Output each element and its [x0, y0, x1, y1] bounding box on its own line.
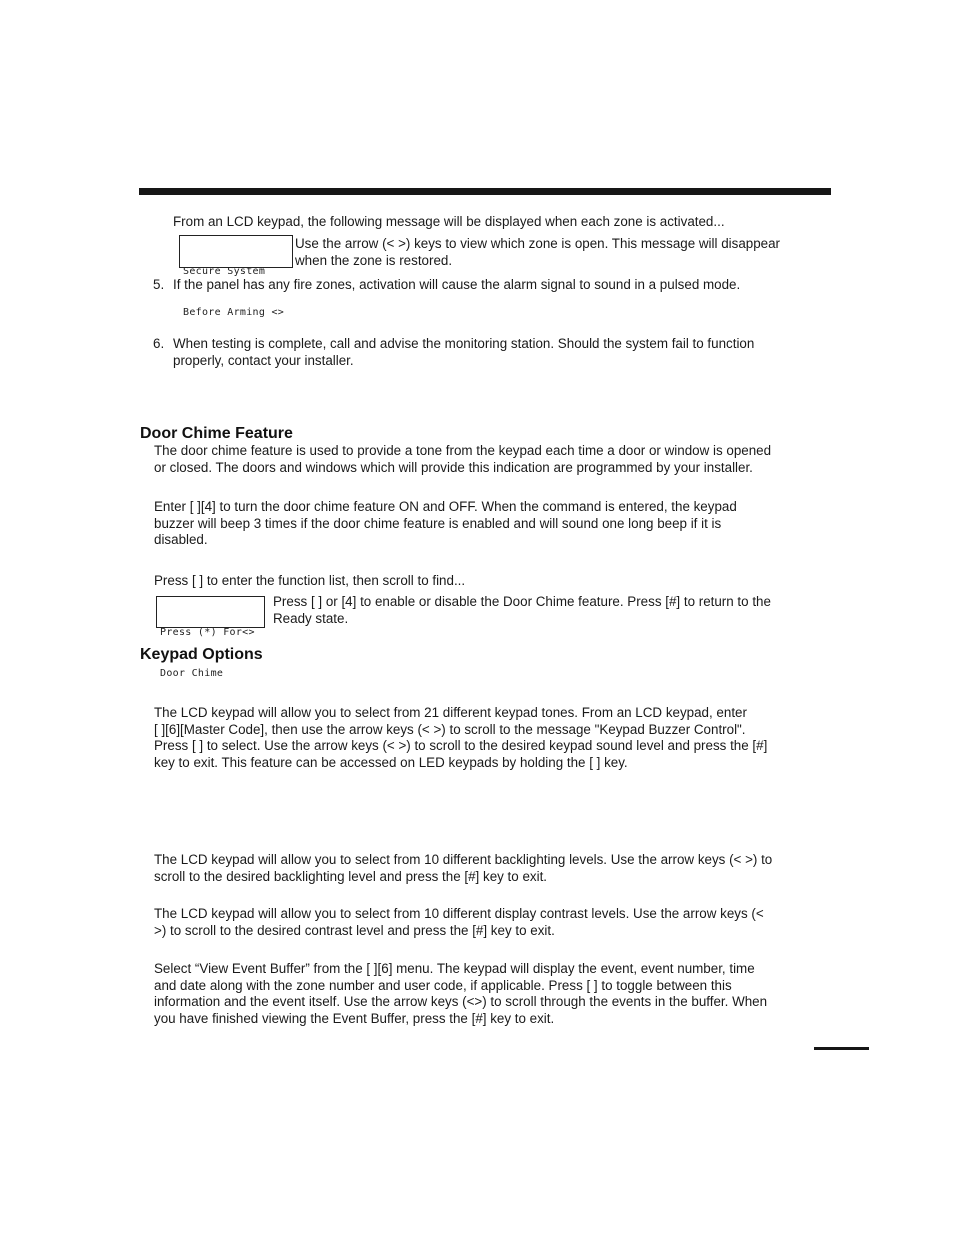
paragraph-line: buzzer will beep 3 times if the door chime feature is enabled and will sound one long beep if it is — [154, 515, 722, 531]
paragraph-line: and date along with the zone number and user code, if applicable. Press [ ] to toggle between this — [154, 977, 732, 993]
paragraph-line: The door chime feature is used to provide a tone from the keypad each time a door or window is opened — [154, 443, 772, 458]
paragraph-line: Enter [ ][4] to turn the door chime feature ON and OFF. When the command is entered, the keypad — [154, 499, 737, 514]
paragraph-line: or closed. The doors and windows which will provide this indication are programmed by your installer. — [154, 459, 753, 475]
event-buffer-paragraph — [154, 961, 767, 1027]
step-6-text — [173, 336, 754, 369]
contrast-paragraph — [154, 906, 764, 939]
lcd-line-1: Secure System — [183, 266, 266, 277]
keypad-options-heading: Keypad Options — [140, 646, 263, 663]
paragraph-line: key to exit. This feature can be accessed on LED keypads by holding the [ ] key. — [154, 754, 628, 770]
step-6-line: When testing is complete, call and advise the monitoring station. Should the system fail to function — [173, 336, 755, 351]
paragraph-line: The LCD keypad will allow you to select from 21 different keypad tones. From an LCD keypad, enter — [154, 705, 747, 720]
paragraph-line: scroll to the desired backlighting level and press the [#] key to exit. — [154, 868, 548, 884]
step-6-number: 6. — [153, 336, 165, 351]
lcd-line-2: Before Arming <> — [183, 306, 285, 318]
description-line: Ready state. — [273, 610, 349, 626]
door-chime-heading: Door Chime Feature — [140, 425, 293, 442]
lcd-display-secure-system — [179, 235, 293, 318]
lcd-line-2: Door Chime — [160, 667, 224, 679]
description-line: when the zone is restored. — [295, 252, 453, 268]
description-line: Press [ ] or [4] to enable or disable the Door Chime feature. Press [#] to return to the — [273, 594, 771, 609]
lcd-secure-description — [295, 236, 780, 269]
paragraph-line: Press [ ] to select. Use the arrow keys (< >) to scroll to the desired keypad sound level and press the [#] — [154, 738, 768, 753]
paragraph-line: The LCD keypad will allow you to select from 10 different display contrast levels. Use the arrow keys (< — [154, 906, 764, 921]
step-6-line: properly, contact your installer. — [173, 352, 354, 368]
paragraph-line: you have finished viewing the Event Buffer, press the [#] key to exit. — [154, 1010, 555, 1026]
description-line: Use the arrow (< >) keys to view which zone is open. This message will disappear — [295, 236, 781, 251]
paragraph-line: >) to scroll to the desired contrast level and press the [#] key to exit. — [154, 922, 555, 938]
paragraph-line: information and the event itself. Use the arrow keys (<>) to scroll through the events in the buffer. When — [154, 994, 768, 1009]
paragraph-line: disabled. — [154, 532, 208, 547]
door-chime-paragraph-1 — [154, 443, 771, 476]
paragraph-line: Select “View Event Buffer” from the [ ][6] menu. The keypad will display the event, event number, time — [154, 961, 755, 976]
bottom-rule — [814, 1047, 869, 1050]
door-chime-paragraph-3: Press [ ] to enter the function list, then scroll to find... — [154, 573, 466, 588]
intro-text: From an LCD keypad, the following message will be displayed when each zone is activated... — [173, 214, 725, 229]
door-chime-lcd-description — [273, 594, 771, 627]
keypad-tones-paragraph — [154, 705, 767, 771]
top-rule — [139, 188, 831, 195]
paragraph-line: [ ][6][Master Code], then use the arrow keys (< >) to scroll to the message "Keypad Buzzer Control". — [154, 721, 746, 737]
lcd-line-1: Press (*) For<> — [160, 627, 255, 638]
paragraph-line: The LCD keypad will allow you to select from 10 different backlighting levels. Use the arrow keys (< >) to — [154, 852, 773, 867]
door-chime-paragraph-2 — [154, 499, 737, 549]
backlighting-paragraph — [154, 852, 772, 885]
step-5-number: 5. — [153, 277, 165, 292]
step-5-text: If the panel has any fire zones, activation will cause the alarm signal to sound in a pulsed mode. — [173, 277, 741, 292]
